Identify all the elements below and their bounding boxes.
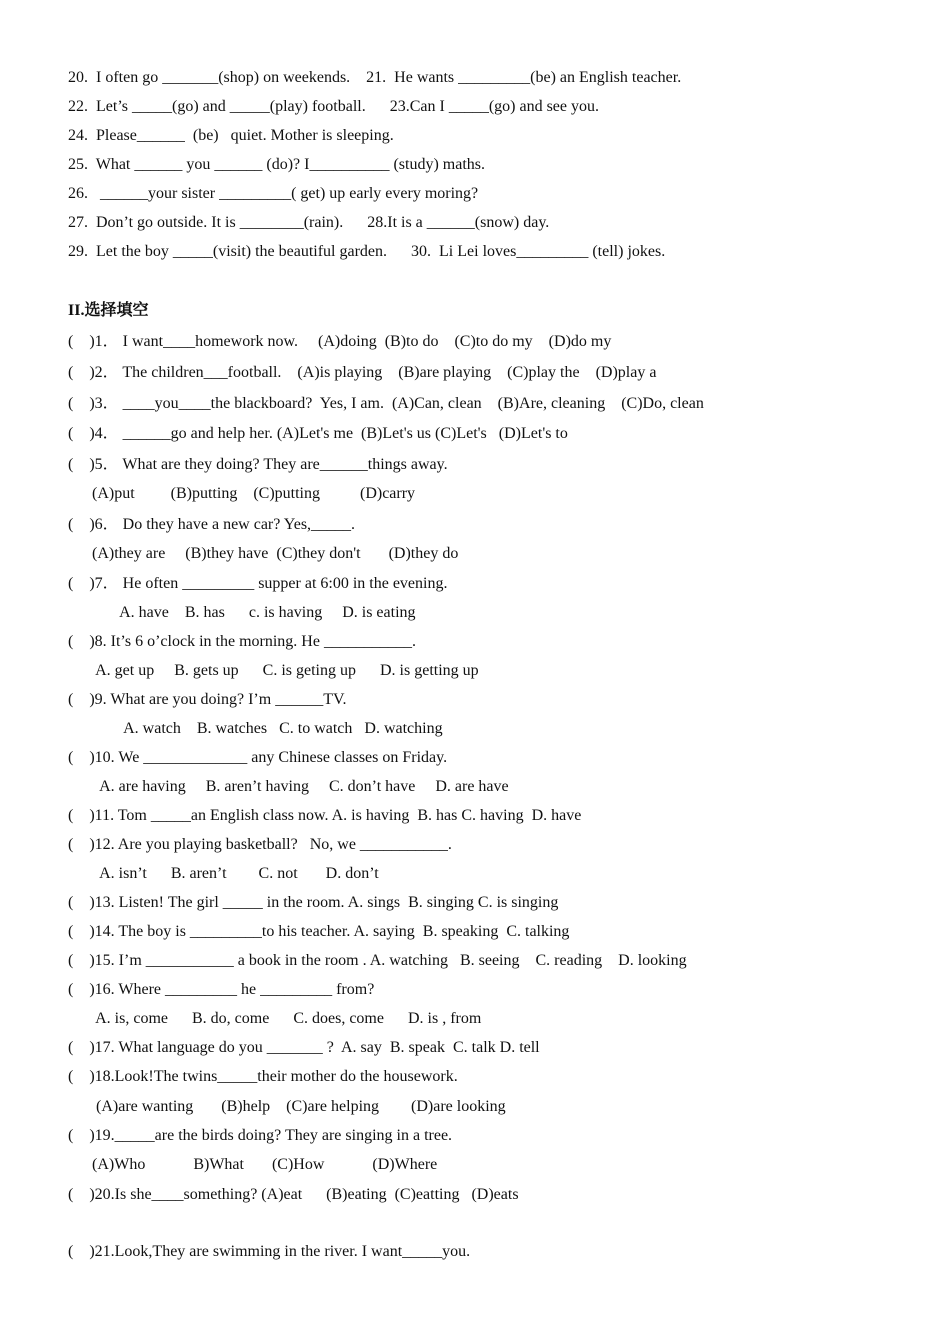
question-line: ( )8. It’s 6 o’clock in the morning. He ___________. [68,633,416,650]
question-line: ( )18.Look!The twins_____their mother do the housework. [68,1068,458,1085]
question-line: ( )13. Listen! The girl _____ in the room. A. sings B. singing C. is singing [68,894,559,911]
question-line: ( )17. What language do you _______ ? A. say B. speak C. talk D. tell [68,1039,540,1056]
question-line: ( )3． ____you____the blackboard? Yes, I am. (A)Can, clean (B)Are, cleaning (C)Do, clean [68,395,704,412]
question-line: 25. What ______ you ______ (do)? I__________ (study) maths. [68,156,485,173]
question-line: ( )1． I want____homework now. (A)doing (B)to do (C)to do my (D)do my [68,333,612,350]
question-line: ( )19._____are the birds doing? They are singing in a tree. [68,1127,453,1144]
options-line: (A)are wanting (B)help (C)are helping (D)are looking [68,1098,506,1115]
question-line: ( )4． ______go and help her. (A)Let's me (B)Let's us (C)Let's (D)Let's to [68,425,568,442]
question-line: ( )14. The boy is _________to his teacher. A. saying B. speaking C. talking [68,923,570,940]
question-line: ( )2． The children___football. (A)is playing (B)are playing (C)play the (D)play a [68,364,657,381]
question-line: ( )7． He often _________ supper at 6:00 in the evening. [68,575,448,592]
question-line: ( )15. I’m ___________ a book in the room . A. watching B. seeing C. reading D. looking [68,952,687,969]
question-line: 27. Don’t go outside. It is ________(rain). 28.It is a ______(snow) day. [68,214,550,231]
question-line: ( )5． What are they doing? They are______things away. [68,456,448,473]
question-line: ( )20.Is she____something? (A)eat (B)eating (C)eatting (D)eats [68,1186,519,1203]
options-line: (A)Who B)What (C)How (D)Where [68,1156,438,1173]
options-line: (A)put (B)putting (C)putting (D)carry [68,485,416,502]
question-line: ( )6． Do they have a new car? Yes,_____. [68,516,356,533]
question-line: ( )12. Are you playing basketball? No, we ___________. [68,836,452,853]
question-line: 20. I often go _______(shop) on weekends. 21. He wants _________(be) an English teacher. [68,69,682,86]
section-heading: II.选择填空 [68,302,149,319]
question-line: 22. Let’s _____(go) and _____(play) football. 23.Can I _____(go) and see you. [68,98,600,115]
options-line: A. is, come B. do, come C. does, come D. is , from [68,1010,482,1027]
options-line: A. have B. has c. is having D. is eating [68,604,416,621]
options-line: A. isn’t B. aren’t C. not D. don’t [68,865,379,882]
question-line: 26. ______your sister _________( get) up early every moring? [68,185,479,202]
options-line: A. watch B. watches C. to watch D. watching [68,720,443,737]
question-line: 29. Let the boy _____(visit) the beautiful garden. 30. Li Lei loves_________ (tell) jokes. [68,243,666,260]
question-line: ( )11. Tom _____an English class now. A. is having B. has C. having D. have [68,807,582,824]
options-line: A. get up B. gets up C. is geting up D. is getting up [68,662,479,679]
question-line: 24. Please______ (be) quiet. Mother is sleeping. [68,127,394,144]
options-line: (A)they are (B)they have (C)they don't (D)they do [68,545,459,562]
question-line: ( )10. We _____________ any Chinese classes on Friday. [68,749,448,766]
options-line: A. are having B. aren’t having C. don’t have D. are have [68,778,509,795]
question-line: ( )16. Where _________ he _________ from? [68,981,375,998]
question-line: ( )9. What are you doing? I’m ______TV. [68,691,347,708]
question-line: ( )21.Look,They are swimming in the river. I want_____you. [68,1243,471,1260]
